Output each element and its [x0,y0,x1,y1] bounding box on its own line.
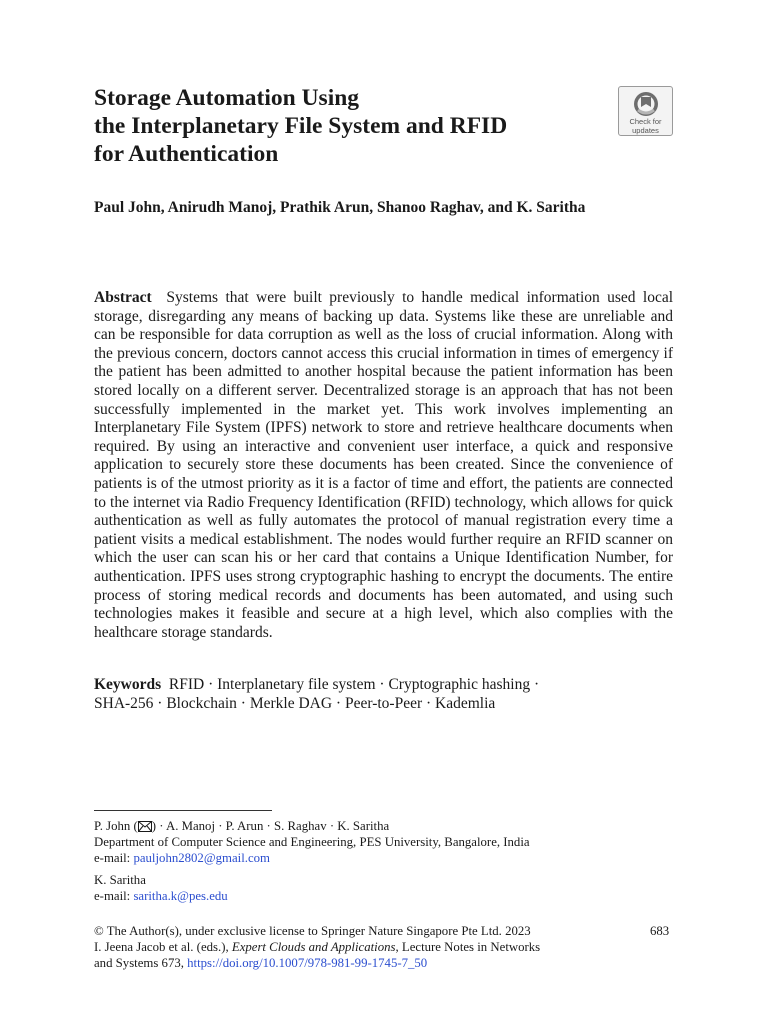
affiliation-email-line [94,851,674,867]
title-line-1: Storage Automation Using [94,85,360,111]
keywords-label: Keywords [94,676,162,693]
email-label: e-mail: [94,850,134,865]
email-link-pauljohn[interactable]: pauljohn2802@gmail.com [133,850,270,865]
abstract [94,289,673,642]
footnote-divider [94,810,272,811]
affiliation-department: Department of Computer Science and Engineering, PES University, Bangalore, India [94,834,530,849]
crossmark-label-1: Check for [629,117,662,126]
email-label-2: e-mail: [94,888,134,903]
affiliation-first-author: P. John ( [94,819,138,833]
title-line-3: for Authentication [94,141,279,167]
doi-link[interactable]: https://doi.org/10.1007/978-981-99-1745-7_50 [187,955,428,970]
paper-title [94,84,614,168]
check-for-updates-badge[interactable] [618,86,673,136]
affiliation2-name: K. Saritha [94,873,146,887]
copyright-line: © The Author(s), under exclusive license to Springer Nature Singapore Pte Ltd. 2023 [94,924,531,938]
keywords-list-2: SHA-256 · Blockchain · Merkle DAG · Peer-to-Peer · Kademlia [94,694,496,712]
book-editors: I. Jeena Jacob et al. (eds.), [94,939,232,954]
keywords-list-1: RFID · Interplanetary file system · Cryptographic hashing · [168,676,540,693]
doi-line [94,956,654,972]
keywords-line-1 [94,676,604,695]
page-number: 683 [650,924,670,938]
series-volume: and Systems 673, [94,955,188,970]
affiliation-other-authors: ) · A. Manoj · P. Arun · S. Raghav · K. Saritha [151,819,390,833]
email-link-saritha[interactable]: saritha.k@pes.edu [133,888,228,903]
crossmark-icon [633,91,659,117]
copyright-footer [94,924,654,971]
abstract-label: Abstract [94,289,152,306]
affiliation-block-2 [94,873,674,905]
abstract-text: Systems that were built previously to handle medical information used local storage, disregarding any means of backing up data. Systems like these are unreliable and can be responsible for data corruption as well as the loss of crucial information. Along with the previous concern, doctors cannot access this crucial information in times of emergency if the patient has been admitted to another hospital because the patient information has been stored locally on a different server. Decentralized storage is an approach that has not been successfully implemented in the market yet. This work involves implementing an Interplanetary File System (IPFS) network to store and retrieve healthcare documents when required. By using an interactive and convenient user interface, a quick and responsive application to securely store these documents has been created. Since the convenience of patients is of the utmost priority as it is a factor of time and effort, the patients are connected to the internet via Radio Frequency Identification (RFID) technology, which allows for quick authentication as well as fully automates the protocol of manual registration every time a patient visits a medical establishment. The nodes would further require an RFID scanner on which the user can scan his or her card that contains a Unique Identification Number, for authentication. IPFS uses strong cryptographic hashing to encrypt the documents. The entire process of storing medical records and documents has been automated, and using such technologies makes it feasible and secure at a high level, which also complies with the healthcare storage standards. [94,289,674,641]
envelope-icon [138,821,152,832]
crossmark-label-2: updates [632,126,659,135]
title-line-2: the Interplanetary File System and RFID [94,113,508,139]
keywords [94,676,604,713]
author-list: Paul John, Anirudh Manoj, Prathik Arun, Shanoo Raghav, and K. Saritha [94,199,586,216]
affiliation2-email-line [94,889,674,905]
affiliation-authors [94,819,674,835]
book-citation-line [94,940,654,956]
book-series: , Lecture Notes in Networks [395,939,541,954]
affiliation-block [94,819,674,866]
book-title: Expert Clouds and Applications [231,939,396,954]
